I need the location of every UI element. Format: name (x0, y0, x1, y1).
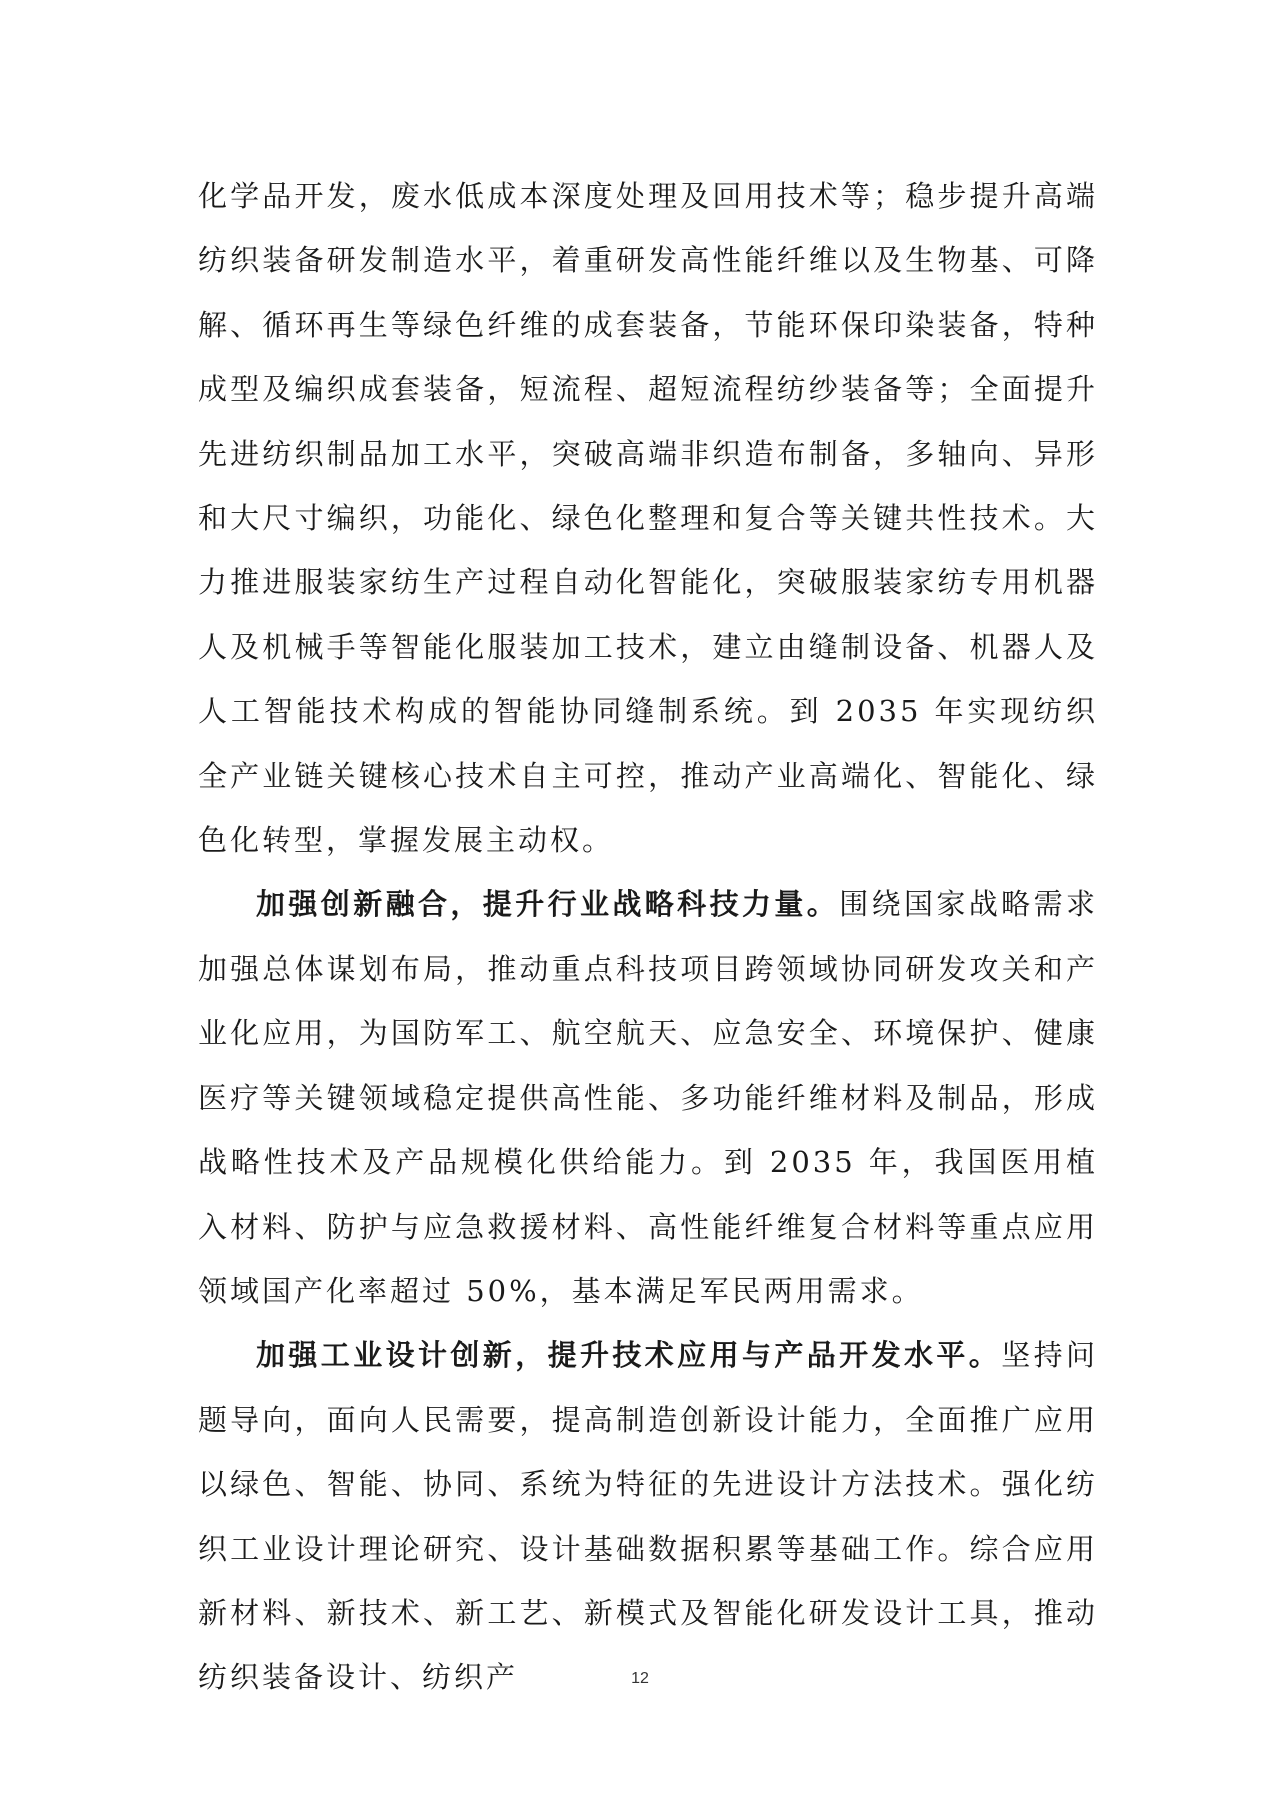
paragraph-2-text: 围绕国家战略需求加强总体谋划布局，推动重点科技项目跨领域协同研发攻关和产业化应用，为国防军工、航空航天、应急安全、环境保护、健康医疗等关键领域稳定提供高性能、多功能纤维材料及制品，形成战略性技术及产品规模化供给能力。到 2035 年，我国医用植入材料、防护与应急救援材料、高性能纤维复合材料等重点应用领域国产化率超过 50%，基本满足军民两用需求。 (198, 887, 1098, 1308)
paragraph-3-text: 坚持问题导向，面向人民需要，提高制造创新设计能力，全面推广应用以绿色、智能、协同、系统为特征的先进设计方法技术。强化纺织工业设计理论研究、设计基础数据积累等基础工作。综合应用新材料、新技术、新工艺、新模式及智能化研发设计工具，推动纺织装备设计、纺织产 (198, 1338, 1098, 1695)
paragraph-2-lead: 加强创新融合，提升行业战略科技力量。 (256, 887, 840, 922)
paragraph-1 (198, 164, 1098, 872)
paragraph-3-lead: 加强工业设计创新，提升技术应用与产品开发水平。 (256, 1338, 1002, 1373)
page-number: 12 (631, 1670, 649, 1687)
paragraph-2 (198, 872, 1098, 1323)
paragraph-1-text: 化学品开发，废水低成本深度处理及回用技术等；稳步提升高端纺织装备研发制造水平，着重研发高性能纤维以及生物基、可降解、循环再生等绿色纤维的成套装备，节能环保印染装备，特种成型及编织成套装备，短流程、超短流程纺纱装备等；全面提升先进纺织制品加工水平，突破高端非织造布制备，多轴向、异形和大尺寸编织，功能化、绿色化整理和复合等关键共性技术。大力推进服装家纺生产过程自动化智能化，突破服装家纺专用机器人及机械手等智能化服装加工技术，建立由缝制设备、机器人及人工智能技术构成的智能协同缝制系统。到 2035 年实现纺织全产业链关键核心技术自主可控，推动产业高端化、智能化、绿色化转型，掌握发展主动权。 (198, 179, 1098, 858)
body-text (198, 164, 1098, 1710)
paragraph-3 (198, 1323, 1098, 1709)
